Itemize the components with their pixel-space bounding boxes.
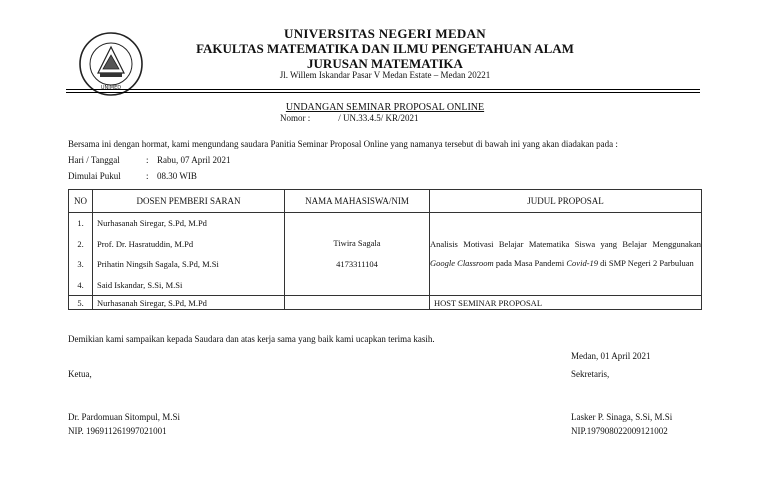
department-name: JURUSAN MATEMATIKA [307,56,463,71]
row-no: 3. [77,259,84,269]
table-row-host [69,296,702,310]
time-label: Dimulai Pukul [68,171,121,181]
faculty-name: FAKULTAS MATEMATIKA DAN ILMU PENGETAHUAN ALAM [196,41,574,56]
university-name: UNIVERSITAS NEGERI MEDAN [284,26,486,41]
intro-paragraph: Bersama ini dengan hormat, kami mengundang saudara Panitia Seminar Proposal Online yang namanya tersebut di bawah ini yang akan diadakan pada : [68,139,618,149]
letter-number [280,113,419,123]
sekretaris-nip: NIP.197908022009121002 [571,426,668,436]
header-rule-thin [66,92,700,93]
row-no: 1. [77,218,84,228]
judul-italic-1: Google Classroom [430,258,494,268]
row-dosen: Prof. Dr. Hasratuddin, M.Pd [97,238,194,249]
unimed-logo [78,31,144,97]
ketua-nip: NIP. 196911261997021001 [68,426,167,436]
seminar-table [68,189,702,310]
dosen-cell [93,213,285,296]
header-mahasiswa: NAMA MAHASISWA/NIM [285,190,430,213]
host-role: HOST SEMINAR PROPOSAL [430,296,702,310]
host-no: 5. [69,296,93,310]
place-date: Medan, 01 April 2021 [571,351,651,361]
row-no: 4. [77,279,84,290]
table-row [69,213,702,296]
day-colon: : [146,155,149,165]
table-header-row [69,190,702,213]
ketua-title: Ketua, [68,369,92,379]
day-label: Hari / Tanggal [68,155,120,165]
time-colon: : [146,171,149,181]
address-line: Jl. Willem Iskandar Pasar V Medan Estate – Medan 20221 [279,70,491,80]
judul-text-1: Analisis Motivasi Belajar Matematika Siswa yang Belajar Menggunakan [430,239,701,249]
header-rule-thick [66,89,700,90]
proposal-title-cell [430,213,702,296]
student-nim: 4173311104 [336,259,378,269]
header-judul: JUDUL PROPOSAL [430,190,702,213]
judul-text-3: di SMP Negeri 2 Parbuluan [598,258,694,268]
letter-title: UNDANGAN SEMINAR PROPOSAL ONLINE [285,102,485,113]
sekretaris-name: Lasker P. Sinaga, S.Si, M.Si [571,412,673,422]
judul-text-2: pada Masa Pandemi [493,258,567,268]
time-value: 08.30 WIB [157,171,197,181]
no-cell [69,213,93,296]
host-dosen: Nurhasanah Siregar, S.Pd, M.Pd [93,296,285,310]
closing-paragraph: Demikian kami sampaikan kepada Saudara dan atas kerja sama yang baik kami ucapkan terima kasih. [68,334,435,344]
judul-italic-2: Covid-19 [566,258,599,268]
nomor-value: / UN.33.4.5/ KR/2021 [338,113,419,123]
row-dosen: Said Iskandar, S.Si, M.Si [97,279,183,290]
header-dosen: DOSEN PEMBERI SARAN [93,190,285,213]
svg-text:UNIMED: UNIMED [100,85,122,91]
nomor-label: Nomor : [280,113,311,123]
host-empty [285,296,430,310]
header-no: NO [69,190,93,213]
sekretaris-title: Sekretaris, [571,369,610,379]
row-dosen: Prihatin Ningsih Sagala, S.Pd, M.Si [97,259,219,269]
day-value: Rabu, 07 April 2021 [157,155,231,165]
ketua-name: Dr. Pardomuan Sitompul, M.Si [68,412,181,422]
student-cell [285,213,430,296]
student-name: Tiwira Sagala [333,238,381,248]
row-dosen: Nurhasanah Siregar, S.Pd, M.Pd [97,218,207,228]
row-no: 2. [77,238,84,249]
